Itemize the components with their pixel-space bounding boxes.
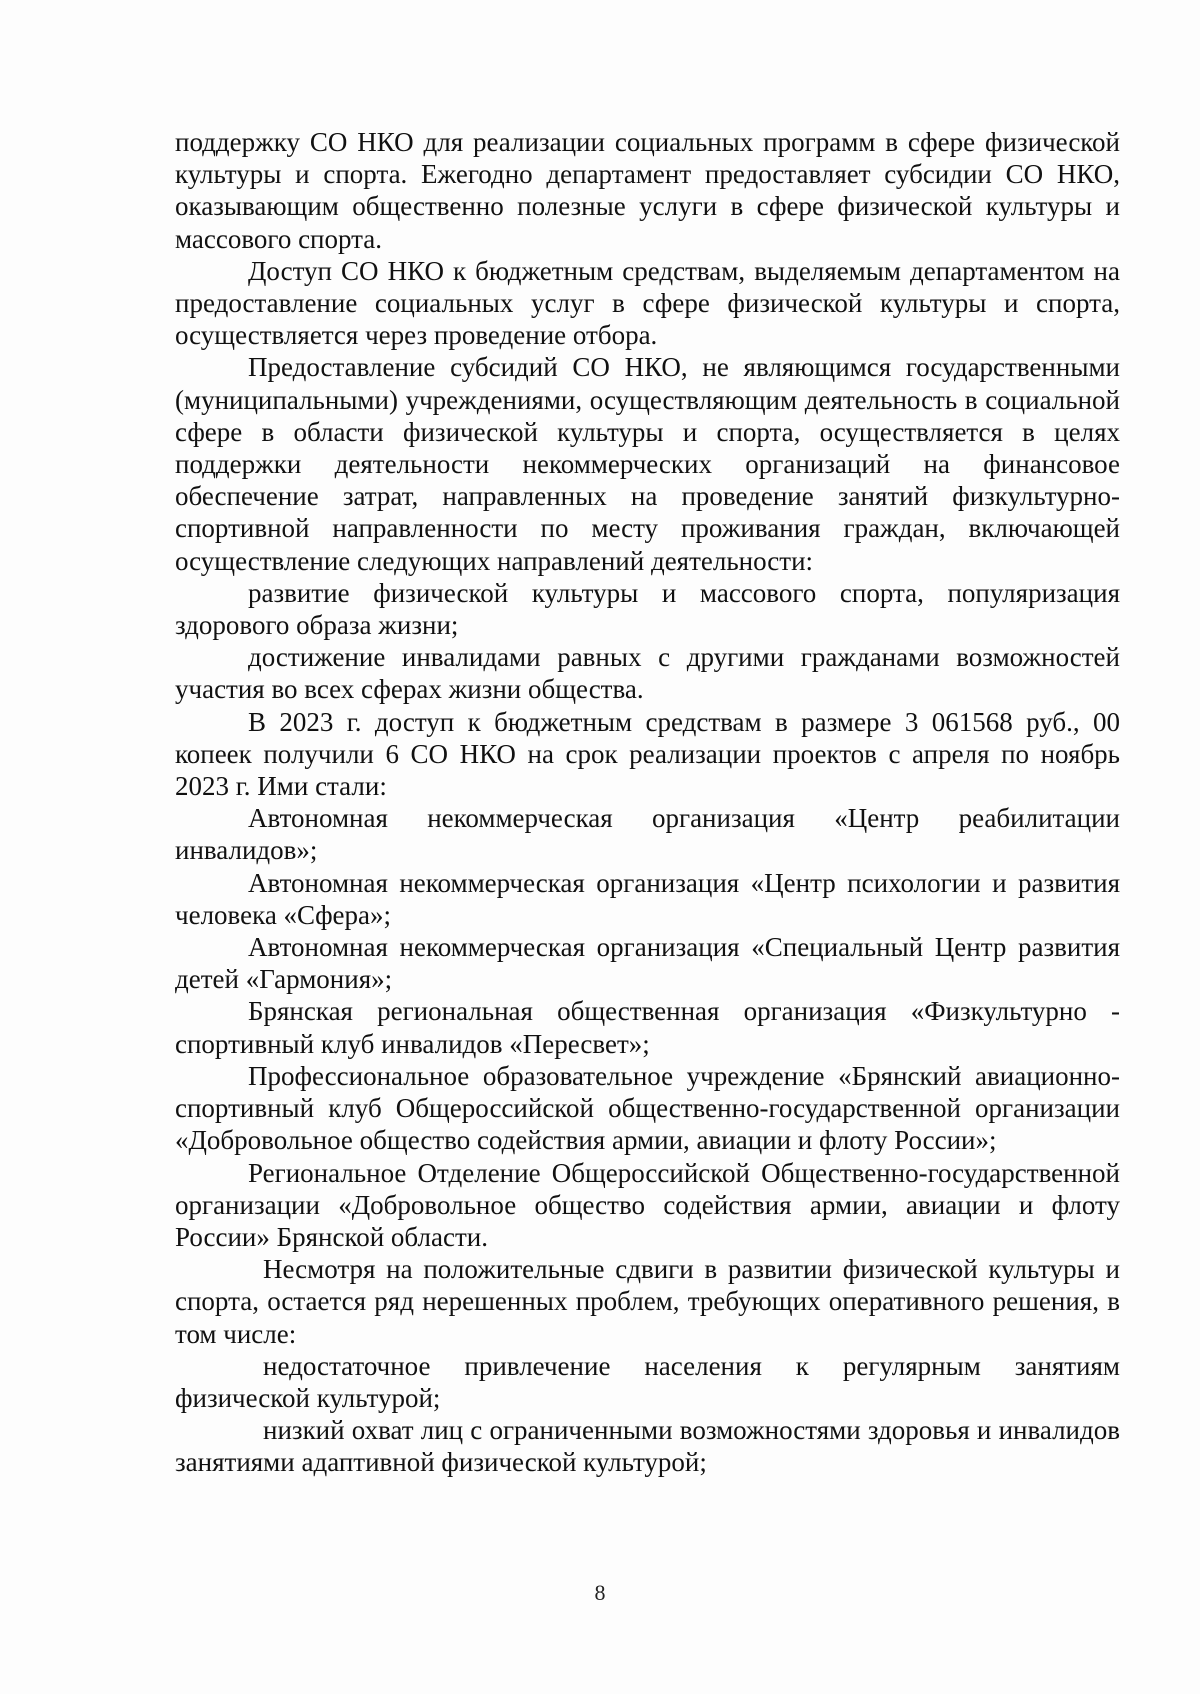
paragraph-subsidies-intro: поддержку СО НКО для реализации социальных программ в сфере физической культуры и спорта. Ежегодно департамент предоставляет субсидии СО НКО, оказывающим общественно полезные услуги в сфере физической культуры и массового спорта. xyxy=(175,127,1120,254)
paragraph-direction-sport: развитие физической культуры и массового спорта, популяризация здорового образа жизни; xyxy=(175,577,1120,641)
list-item-org-garmoniya: Автономная некоммерческая организация «Специальный Центр развития детей «Гармония»; xyxy=(175,932,1120,995)
paragraph-unsolved-problems: Несмотря на положительные сдвиги в развитии физической культуры и спорта, остается ряд нерешенных проблем, требующих оперативного решения, в том числе: xyxy=(175,1254,1120,1349)
list-item-org-aviation-club: Профессиональное образовательное учреждение «Брянский авиационно-спортивный клуб Общероссийской общественно-государственной организации «Добровольное общество содействия армии, авиации и флоту России»; xyxy=(175,1060,1120,1156)
page-number: 8 xyxy=(594,1580,606,1605)
paragraph-direction-disability: достижение инвалидами равных с другими гражданами возможностей участия во всех сферах жизни общества. xyxy=(175,642,1120,705)
paragraph-subsidy-purpose: Предоставление субсидий СО НКО, не являющимся государственными (муниципальными) учреждениями, осуществляющим деятельность в социальной сфере в области физической культуры и спорта, осуществляется в целях поддержки деятельности некоммерческих организаций на финансовое обеспечение затрат, направленных на проведение занятий физкультурно-спортивной направленности по месту проживания граждан, включающей осуществление следующих направлений деятельности: xyxy=(175,352,1120,576)
paragraph-2023-funding: В 2023 г. доступ к бюджетным средствам в размере 3 061568 руб., 00 копеек получили 6 СО НКО на срок реализации проектов с апреля по ноябрь 2023 г. Ими стали: xyxy=(175,706,1120,802)
list-item-org-peresvet: Брянская региональная общественная организация «Физкультурно - спортивный клуб инвалидов «Пересвет»; xyxy=(175,996,1120,1059)
paragraph-budget-access: Доступ СО НКО к бюджетным средствам, выделяемым департаментом на предоставление социальных услуг в сфере физической культуры и спорта, осуществляется через проведение отбора. xyxy=(175,255,1120,351)
list-item-org-dosaaf: Региональное Отделение Общероссийской Общественно-государственной организации «Добровольное общество содействия армии, авиации и флоту России» Брянской области. xyxy=(175,1157,1120,1252)
document-body xyxy=(175,126,1120,1479)
list-item-org-rehabilitation: Автономная некоммерческая организация «Центр реабилитации инвалидов»; xyxy=(175,803,1120,866)
list-item-problem-adaptive: низкий охват лиц с ограниченными возможностями здоровья и инвалидов занятиями адаптивной физической культурой; xyxy=(175,1415,1120,1478)
list-item-org-sfera: Автономная некоммерческая организация «Центр психологии и развития человека «Сфера»; xyxy=(175,867,1120,930)
list-item-problem-participation: недостаточное привлечение населения к регулярным занятиям физической культурой; xyxy=(175,1350,1120,1413)
